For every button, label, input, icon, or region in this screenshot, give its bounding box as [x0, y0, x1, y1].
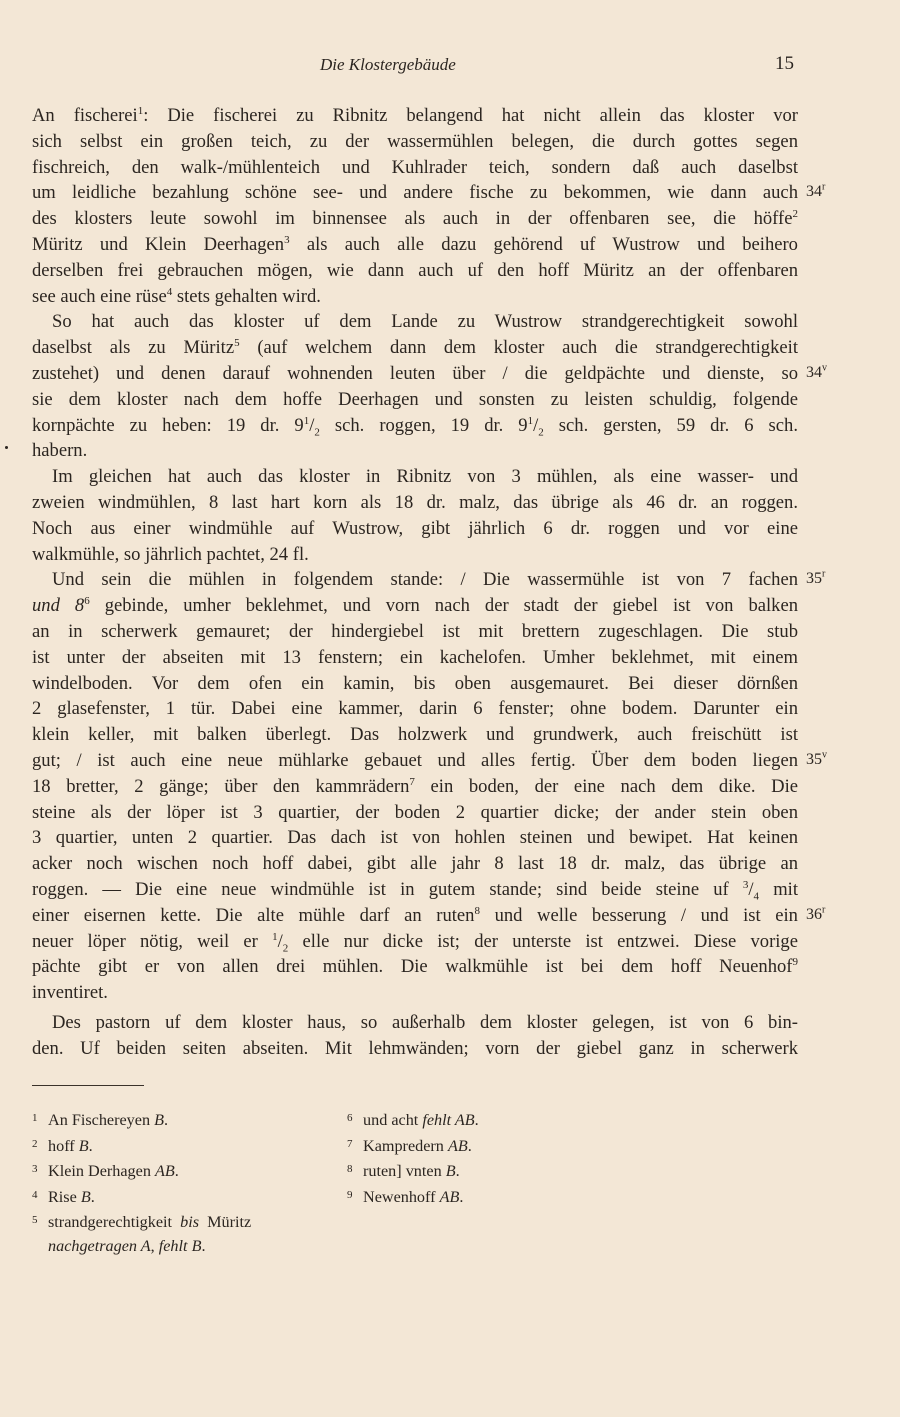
text-line: walkmühle, so jährlich pachtet, 24 fl.	[32, 543, 309, 565]
footnote-continuation: nachgetragen A, fehlt B.	[48, 1236, 206, 1255]
text-line: sich selbst ein großen teich, zu der wassermühlen belegen, die durch gottes segen	[32, 130, 798, 152]
footnote: 7 Kampredern AB.	[347, 1136, 472, 1155]
footnote: 6 und acht fehlt AB.	[347, 1111, 479, 1129]
footnote-rule	[32, 1085, 144, 1086]
text-line: habern.	[32, 440, 88, 462]
footnote: 9 Newenhoff AB.	[347, 1187, 464, 1206]
footnote: 3 Klein Derhagen AB.	[32, 1162, 179, 1180]
text-line: steine als der löper ist 3 quartier, der boden 2 quartier dicke; der ander stein oben	[32, 801, 798, 823]
text-line: ist unter der abseiten mit 13 fenstern; ein kachelofen. Umher beklehmet, mit einem	[32, 646, 798, 668]
running-title: Die Klostergebäude	[320, 55, 456, 74]
footnote: 8 ruten] vnten B.	[347, 1162, 460, 1180]
text-line: fischreich, den walk-/mühlenteich und Kuhlrader teich, sondern daß auch daselbst	[32, 156, 798, 178]
footnotes-left-column	[32, 1107, 332, 1258]
text-line: einer eisernen kette. Die alte mühle darf an ruten$^8$ und welle besserung / und ist ein	[32, 904, 798, 926]
folio-margin-note: 34$^r$	[806, 182, 826, 201]
text-line: sie dem kloster nach dem hoffe Deerhagen und sonsten zu leisten schuldig, folgende	[32, 388, 798, 410]
text-line: roggen. — Die eine neue windmühle ist in gutem stande; sind beide steine uf $^3/_4$ mit	[32, 878, 798, 903]
text-line: 2 glasefenster, 1 tür. Dabei eine kammer, darin 6 fenster; ohne bodem. Darunter ein	[32, 698, 798, 720]
text-line: zustehet) und denen darauf wohnenden leuten über / die geldpächte und dienste, so	[32, 362, 798, 384]
text-line: So hat auch das kloster uf dem Lande zu Wustrow strandgerechtigkeit sowohl	[52, 311, 798, 333]
text-line: den. Uf beiden seiten abseiten. Mit lehmwänden; vorn der giebel ganz in scherwerk	[32, 1037, 798, 1059]
text-line: um leidliche bezahlung schöne see- und andere fische zu bekommen, wie dann auch	[32, 182, 798, 204]
text-line: Noch aus einer windmühle auf Wustrow, gibt jährlich 6 dr. roggen und vor eine	[32, 517, 798, 539]
text-line: klein keller, mit balken überlegt. Das holzwerk und grundwerk, auch freischütt ist	[32, 724, 798, 746]
text-line: daselbst als zu Müritz$^5$ (auf welchem dann dem kloster auch die strandgerechtigkeit	[32, 336, 798, 359]
text-line: zweien windmühlen, 8 last hart korn als 18 dr. malz, das übrige als 46 dr. an roggen.	[32, 491, 798, 513]
text-line: Im gleichen hat auch das kloster in Ribnitz von 3 mühlen, als eine wasser- und	[52, 466, 798, 488]
text-line: und $8^6$ gebinde, umher beklehmet, und vorn nach der stadt der giebel ist von balken	[32, 594, 799, 617]
text-line: acker noch wischen noch hoff dabei, gibt alle jahr 8 last 18 dr. malz, das übrige an	[32, 853, 798, 875]
footnote: 1 An Fischereyen B.	[32, 1111, 169, 1129]
text-line: an in scherwerk gemauret; der hindergiebel ist mit brettern zugeschlagen. Die stub	[32, 620, 798, 642]
footnotes-right-column	[347, 1107, 597, 1209]
text-line: 18 bretter, 2 gänge; über den kammrädern$^7$ ein boden, der eine nach dem dike. Die	[32, 775, 798, 797]
running-head	[0, 55, 900, 79]
footnote: 2 hoff B.	[32, 1136, 93, 1155]
text-line: des klosters leute sowohl im binnensee als auch in der offenbaren see, die höffe$^2$	[32, 208, 798, 230]
folio-margin-note: 36$^r$	[806, 904, 826, 923]
text-line: gut; / ist auch eine neue mühlarke gebauet und alles fertig. Über dem boden liegen	[32, 749, 798, 771]
text-line: Des pastorn uf dem kloster haus, so außerhalb dem kloster gelegen, ist von 6 bin-	[52, 1011, 798, 1033]
text-line: neuer löper nötig, weil er $^1/_2$ elle nur dicke ist; der unterste ist entzwei. Diese vorige	[32, 930, 798, 955]
text-line: inventiret.	[32, 982, 108, 1004]
main-text	[32, 103, 798, 1061]
text-line: Und sein die mühlen in folgendem stande: / Die wassermühle ist von 7 fachen	[52, 569, 798, 591]
text-line: windelboden. Vor dem ofen ein kamin, bis oben ausgemauret. Bei dieser dörnßen	[32, 672, 798, 694]
footnote: 4 Rise B.	[32, 1187, 95, 1206]
text-line: 3 quartier, unten 2 quartier. Das dach ist von hohlen steinen und bewipet. Hat keinen	[32, 827, 798, 849]
page-number: 15	[775, 53, 794, 74]
text-line: Müritz und Klein Deerhagen$^3$ als auch alle dazu gehörend uf Wustrow und beihero	[32, 233, 798, 255]
stray-mark	[5, 446, 8, 449]
text-line: see auch eine rüse$^4$ stets gehalten wird.	[32, 285, 321, 307]
folio-margin-note: 35$^r$	[806, 569, 826, 588]
text-line: derselben frei gebrauchen mögen, wie dann auch uf den hoff Müritz an der offenbaren	[32, 259, 798, 281]
folio-margin-note: 34$^v$	[806, 362, 827, 381]
text-line: An fischerei$^1$: Die fischerei zu Ribnitz belangend hat nicht allein das kloster vor	[32, 104, 798, 126]
text-line: pächte gibt er von allen drei mühlen. Die walkmühle ist bei dem hoff Neuenhof$^9$	[32, 956, 798, 978]
footnote: 5 strandgerechtigkeit bis Müritz	[32, 1213, 252, 1231]
text-line: kornpächte zu heben: 19 dr. $9^1/_2$ sch. roggen, 19 dr. $9^1/_2$ sch. gersten, 59 dr. 6 sch.	[32, 414, 798, 439]
folio-margin-note: 35$^v$	[806, 749, 827, 768]
